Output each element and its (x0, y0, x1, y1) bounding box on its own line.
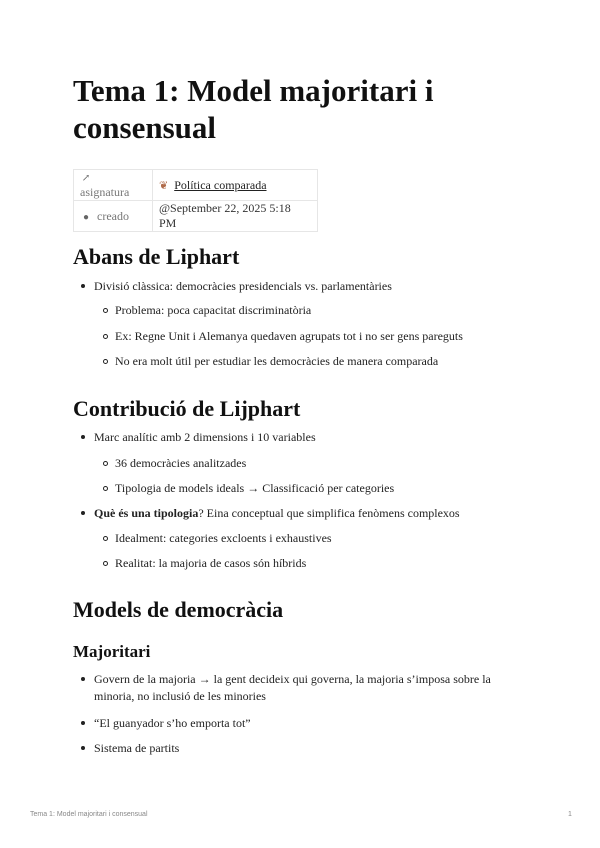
list-item: Govern de la majoria → la gent decideix qui governa, la majoria s’imposa sobre la minoria, no inclusió de les minories (94, 672, 491, 703)
property-key: creado (97, 208, 129, 223)
property-key: asignatura (80, 185, 130, 199)
list-item: Sistema de partits (94, 741, 180, 755)
bullet-circle (103, 461, 108, 466)
arrow-up-right-icon: ↗ (81, 173, 91, 184)
list-item: Realitat: la majoria de casos són híbrids (115, 556, 307, 570)
property-row (74, 201, 318, 232)
list-item: Idealment: categories excloents i exhaustives (115, 531, 332, 545)
properties-table (73, 169, 318, 232)
bullet-circle (103, 334, 108, 339)
list-item: 36 democràcies analitzades (115, 456, 247, 470)
list-item: Problema: poca capacitat discriminatòria (115, 303, 312, 317)
bullet-disc (81, 721, 85, 725)
list-item: “El guanyador s’ho emporta tot” (94, 716, 251, 730)
bullet-disc (81, 435, 85, 439)
list-item: Ex: Regne Unit i Alemanya quedaven agrupats tot i no ser gens pareguts (115, 329, 463, 343)
bold-term: Què és una tipologia (94, 506, 199, 520)
section-heading: Contribució de Lijphart (73, 396, 301, 421)
bullet-circle (103, 561, 108, 566)
bullet-disc (81, 746, 85, 750)
property-row (74, 170, 318, 201)
bullet-circle (103, 486, 108, 491)
page-emoji-icon: ❦ (159, 179, 169, 192)
page-title: Tema 1: Model majoritari i consensual (73, 73, 434, 145)
footer-title: Tema 1: Model majoritari i consensual (30, 811, 148, 818)
subsection-heading: Majoritari (73, 642, 151, 661)
bullet-circle (103, 536, 108, 541)
section-heading: Models de democràcia (73, 597, 284, 622)
property-value: @September 22, 2025 5:18 PM (153, 201, 318, 232)
list-item: Divisió clàssica: democràcies presidencials vs. parlamentàries (94, 279, 392, 293)
list-item: No era molt útil per estudiar les democràcies de manera comparada (115, 354, 439, 368)
bullet-circle (103, 359, 108, 364)
section-heading: Abans de Liphart (73, 244, 240, 269)
list-item: Marc analític amb 2 dimensions i 10 variables (94, 430, 316, 444)
footer-page-number: 1 (568, 811, 572, 818)
property-link[interactable]: Política comparada (174, 177, 267, 192)
list-item-text: ? Eina conceptual que simplifica fenòmens complexos (198, 506, 460, 520)
list-item (94, 505, 524, 522)
bullet-disc (81, 511, 85, 515)
list-item: Tipologia de models ideals → Classificació per categories (115, 481, 395, 495)
bullet-disc (81, 677, 85, 681)
clock-icon: ● (82, 211, 90, 223)
bullet-circle (103, 308, 108, 313)
bullet-disc (81, 284, 85, 288)
